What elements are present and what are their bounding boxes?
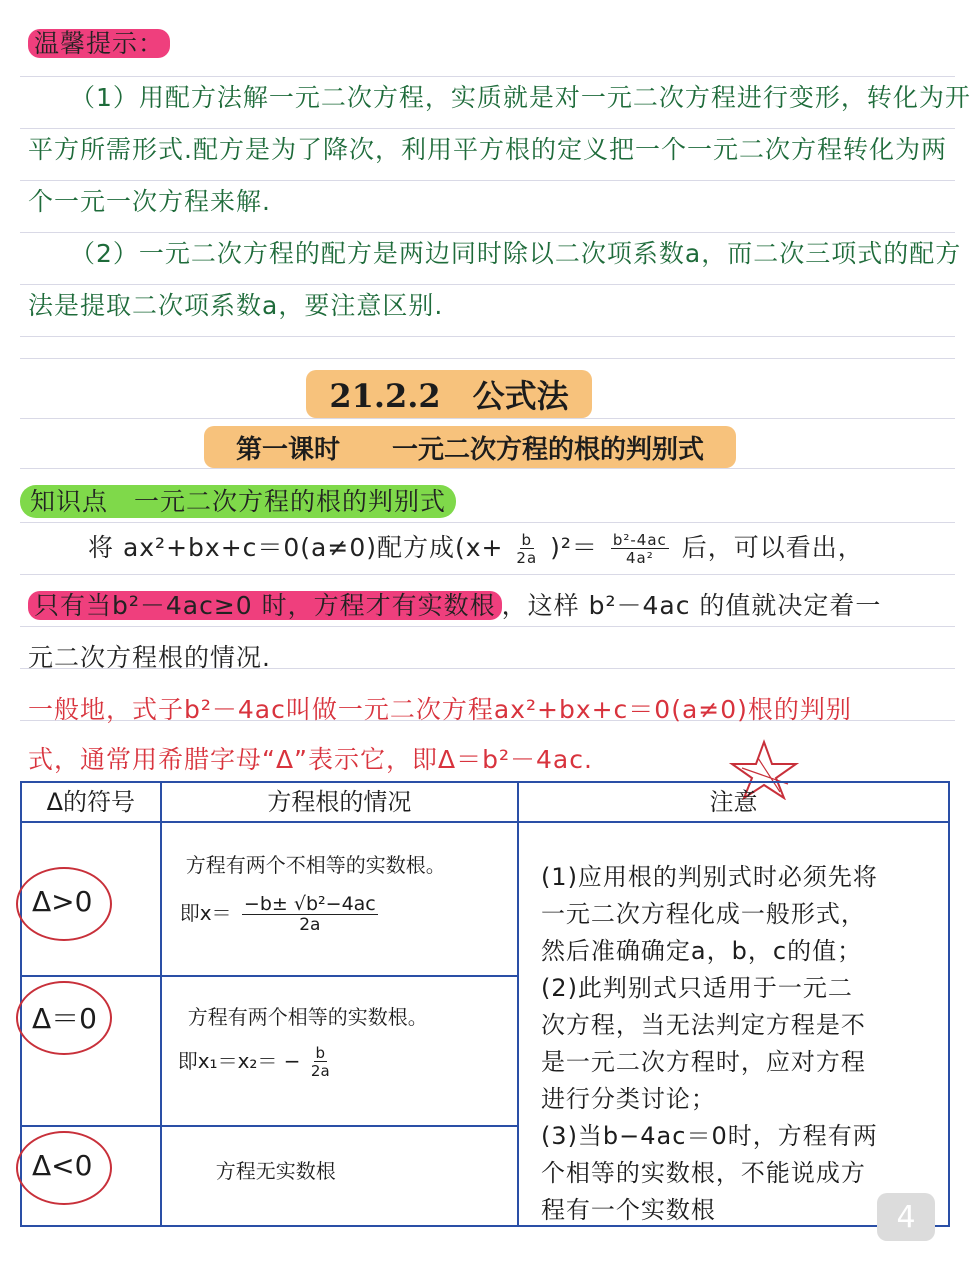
header-notes: 注意 (518, 782, 949, 822)
formula-equal-roots: 即x₁＝x₂＝ − $\frac{b}{2a}$ (177, 1044, 330, 1080)
notes-cell (518, 822, 949, 1226)
fraction-discriminant-over-4a2: $\frac{\text{b²-4ac}}{\text{4a²}}$ (612, 530, 667, 567)
fraction-b-over-2a: $\frac{b}{2a}$ (516, 530, 538, 567)
roots-cell-zero: 方程有两个相等的实数根。 即x₁＝x₂＝ − $\frac{b}{2a}$ (161, 976, 518, 1126)
knowledge-line1: 将 ax²+bx+c＝0(a≠0)配方成(x+ $\frac{b}{2a}$ )²＝ $\frac{\text{b²-4ac}}{\text{4a²}}$ 后，可以看出， (88, 530, 864, 567)
notes-text: (1)应用根的判别式时必须先将 一元二次方程化成一般形式， 然后准确确定a，b，c的值； (2)此判别式只适用于一元二 次方程，当无法判定方程是不 是一元二次方程时，应对方程 进行分类讨论； (3)当b−4ac＝0时，方程有两 个相等的实数根，不能说成方 程有一个实数根 (540, 863, 878, 1224)
knowledge-label: 知识点 一元二次方程的根的判别式 (20, 482, 456, 518)
tip-p2-line1: （2）一元二次方程的配方是两边同时除以二次项系数a，而二次三项式的配方 (70, 239, 962, 268)
tip-p1-line2: 平方所需形式.配方是为了降次，利用平方根的定义把一个一元二次方程转化为两 (28, 135, 947, 164)
header-sign: Δ的符号 (21, 782, 161, 822)
tip-p1-line1: （1）用配方法解一元二次方程，实质就是对一元二次方程进行变形，转化为开 (70, 83, 971, 112)
section-subtitle: 第一课时 一元二次方程的根的判别式 (204, 426, 736, 468)
definition-line2: 式，通常用希腊字母“Δ”表示它，即Δ＝b²－4ac. (28, 745, 593, 774)
page-number-badge: 4 (877, 1193, 935, 1241)
definition-line1: 一般地，式子b²－4ac叫做一元二次方程ax²+bx+c＝0(a≠0)根的判别 (28, 695, 852, 724)
roots-cell-positive: 方程有两个不相等的实数根。 即x＝ $\frac{\text{−b± √b²−4ac}}{2a}$ (161, 822, 518, 976)
knowledge-line3: 元二次方程根的情况. (28, 643, 271, 672)
sign-cell-zero: Δ＝0 (21, 976, 161, 1126)
section-title: 21.2.2 公式法 (306, 370, 592, 418)
roots-cell-negative: 方程无实数根 (161, 1126, 518, 1226)
sign-cell-negative: Δ<0 (21, 1126, 161, 1226)
formula-two-roots: 即x＝ $\frac{\text{−b± √b²−4ac}}{2a}$ (179, 893, 376, 935)
tip-p1-line3: 个一元一次方程来解. (28, 187, 271, 216)
tip-p2-line2: 法是提取二次项系数a，要注意区别. (28, 291, 444, 320)
knowledge-line2: 只有当b²－4ac≥0 时，方程才有实数根 ，这样 b²－4ac 的值就决定着一 (28, 586, 881, 622)
tip-title: 温馨提示： (28, 24, 170, 60)
sign-cell-positive: Δ>0 (21, 822, 161, 976)
discriminant-table (20, 781, 950, 1227)
header-roots: 方程根的情况 (161, 782, 518, 822)
